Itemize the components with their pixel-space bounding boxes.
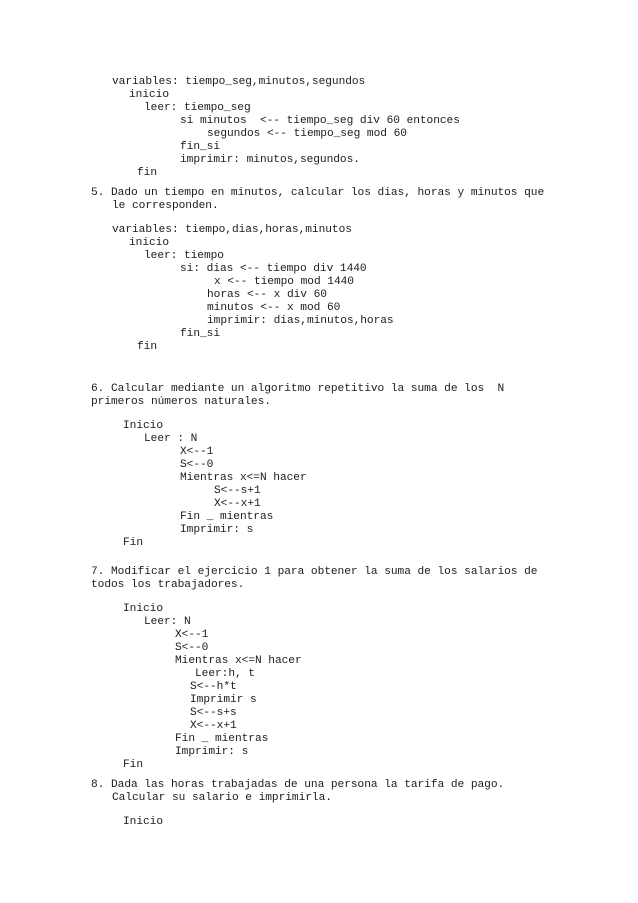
text-line: Mientras x<=N hacer [175,655,302,667]
text-line: X<--x+1 [190,720,237,732]
text-line: Leer: N [144,616,191,628]
text-line: Mientras x<=N hacer [180,472,307,484]
text-line: Inicio [123,420,163,432]
text-line: Fin [123,537,143,549]
text-line: segundos <-- tiempo_seg mod 60 [207,128,407,140]
exercise-heading: le corresponden. [112,200,219,212]
text-line: minutos <-- x mod 60 [207,302,341,314]
text-line: imprimir: minutos,segundos. [180,154,360,166]
text-line: variables: tiempo_seg,minutos,segundos [112,76,366,88]
text-line: X<--x+1 [214,498,261,510]
text-line: X<--1 [180,446,214,458]
text-line: S<--h*t [190,681,237,693]
exercise-heading: todos los trabajadores. [91,579,245,591]
text-line: horas <-- x div 60 [207,289,327,301]
text-line: leer: tiempo_seg [144,102,251,114]
text-line: si: dias <-- tiempo div 1440 [180,263,367,275]
text-line: fin [137,167,157,179]
text-line: X<--1 [175,629,209,641]
text-line: S<--0 [175,642,209,654]
text-line: leer: tiempo [144,250,224,262]
exercise-heading: 5. Dado un tiempo en minutos, calcular los dias, horas y minutos que [91,187,545,199]
text-line: fin_si [180,328,220,340]
text-line: Fin [123,759,143,771]
text-line: S<--s+s [190,707,237,719]
text-line: inicio [129,237,169,249]
exercise-heading: primeros números naturales. [91,396,271,408]
exercise-heading: 8. Dada las horas trabajadas de una persona la tarifa de pago. [91,779,505,791]
text-line: variables: tiempo,dias,horas,minutos [112,224,352,236]
text-line: Inicio [123,816,163,828]
text-line: Fin _ mientras [175,733,269,745]
text-line: fin [137,341,157,353]
text-line: Leer : N [144,433,198,445]
text-line: Imprimir: s [180,524,254,536]
text-line: S<--s+1 [214,485,261,497]
text-line: Fin _ mientras [180,511,274,523]
text-line: si minutos <-- tiempo_seg div 60 entonces [180,115,460,127]
text-line: x <-- tiempo mod 1440 [214,276,354,288]
text-line: Imprimir: s [175,746,249,758]
text-line: S<--0 [180,459,214,471]
text-line: Leer:h, t [195,668,255,680]
exercise-heading: 6. Calcular mediante un algoritmo repetitivo la suma de los N [91,383,505,395]
text-line: inicio [129,89,169,101]
text-line: fin_si [180,141,220,153]
text-line: Inicio [123,603,163,615]
exercise-heading: Calcular su salario e imprimirla. [112,792,332,804]
text-line: imprimir: dias,minutos,horas [207,315,394,327]
exercise-heading: 7. Modificar el ejercicio 1 para obtener la suma de los salarios de [91,566,538,578]
text-line: Imprimir s [190,694,257,706]
